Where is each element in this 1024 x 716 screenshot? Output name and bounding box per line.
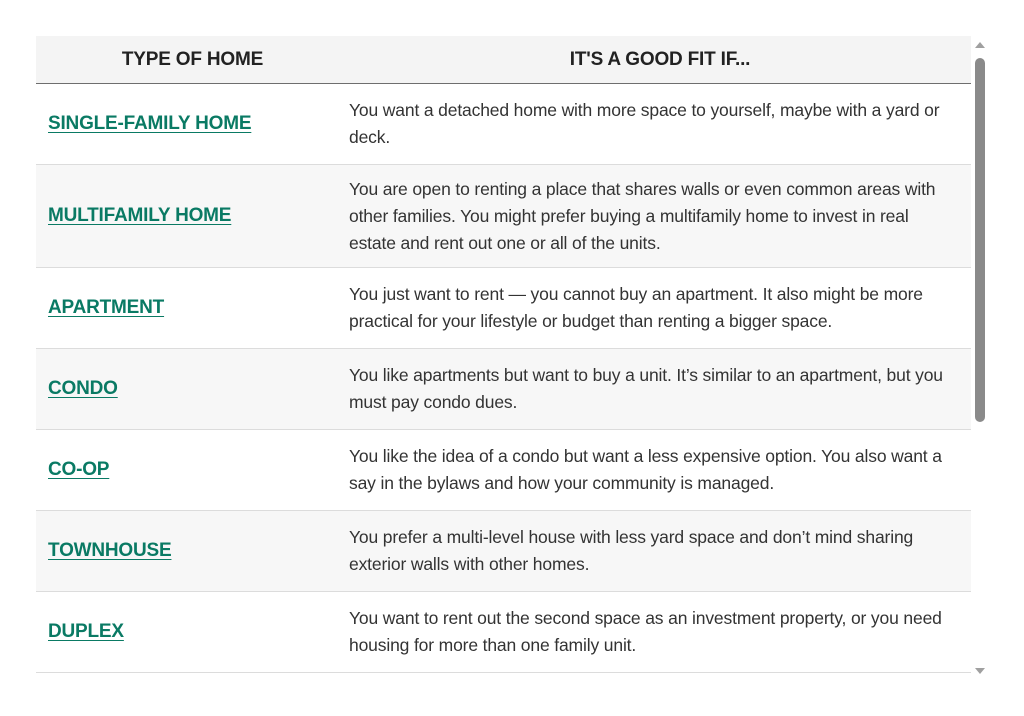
scroll-down-arrow-icon[interactable] [975,668,985,674]
type-link-apartment[interactable]: APARTMENT [48,297,165,318]
type-cell [36,205,349,227]
table-header [36,36,971,84]
table-row [36,349,971,430]
type-link-townhouse[interactable]: TOWNHOUSE [48,540,172,561]
fit-cell: You want to rent out the second space as an investment property, or you need housing for more than one family unit. [349,608,942,655]
fit-cell: You just want to rent — you cannot buy an apartment. It also might be more practical for your lifestyle or budget than renting a bigger space. [349,284,923,331]
type-link-condo[interactable]: CONDO [48,378,118,399]
table-row [36,268,971,349]
vertical-scrollbar[interactable] [971,36,990,682]
fit-cell: You want a detached home with more space to yourself, maybe with a yard or deck. [349,100,940,147]
home-types-table [36,36,971,682]
fit-cell: You are open to renting a place that shares walls or even common areas with other families. You might prefer buying a multifamily home to invest in real estate and rent out one or all of the units. [349,178,936,253]
table-row [36,430,971,511]
type-cell [36,113,349,135]
scroll-up-arrow-icon[interactable] [975,42,985,48]
type-cell [36,459,349,481]
type-link-duplex[interactable]: DUPLEX [48,621,124,642]
type-link-single-family-home[interactable]: SINGLE-FAMILY HOME [48,113,252,134]
type-cell [36,297,349,319]
fit-cell: You like the idea of a condo but want a less expensive option. You also want a say in the bylaws and how your community is managed. [349,446,942,493]
type-cell [36,621,349,643]
type-link-co-op[interactable]: CO-OP [48,459,110,480]
scrollbar-thumb[interactable] [975,58,985,422]
type-cell [36,378,349,400]
table-row [36,165,971,268]
header-good-fit: IT'S A GOOD FIT IF... [569,48,751,70]
table-row [36,592,971,673]
table-row [36,511,971,592]
table-row [36,84,971,165]
fit-cell: You prefer a multi-level house with less yard space and don’t mind sharing exterior walls with other homes. [349,527,914,574]
fit-cell: You like apartments but want to buy a unit. It’s similar to an apartment, but you must pay condo dues. [349,365,943,412]
header-type-of-home: TYPE OF HOME [121,48,264,70]
type-cell [36,540,349,562]
home-types-table-container [36,36,990,682]
type-link-multifamily-home[interactable]: MULTIFAMILY HOME [48,205,232,226]
